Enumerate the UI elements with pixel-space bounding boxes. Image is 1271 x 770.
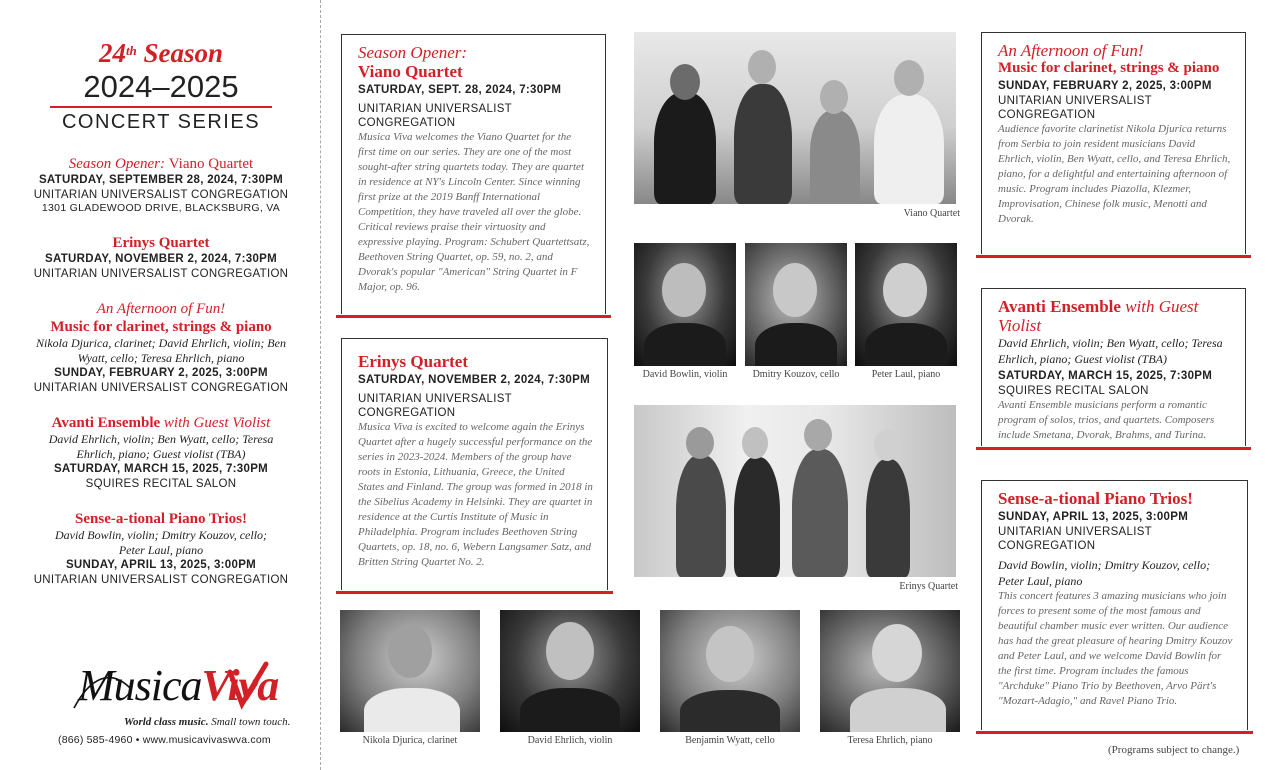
- event-box-viano: [341, 34, 606, 314]
- event-venue: UNITARIAN UNIVERSALIST CONGREGATION: [33, 382, 289, 394]
- event-venue: UNITARIAN UNIVERSALIST CONGREGATION: [33, 268, 289, 280]
- box-description: Avanti Ensemble musicians perform a romantic program of solos, trios, and quartets. Composers include Smetana, Dvorak, Brahms, and Turina.: [998, 399, 1215, 441]
- david-bowlin-photo: [634, 243, 736, 366]
- event-box-erinys: [341, 338, 608, 590]
- box-date: SATURDAY, NOVEMBER 2, 2024, 7:30PM: [358, 374, 590, 386]
- event-kicker: Season Opener:: [68, 156, 169, 172]
- summary-event-fun: [20, 300, 302, 395]
- caption-erinys: Erinys Quartet: [899, 581, 958, 592]
- season-word: Season: [143, 38, 224, 68]
- event-address: 1301 GLADEWOOD DRIVE, BLACKSBURG, VA: [41, 202, 281, 214]
- caption-viano: Viano Quartet: [903, 208, 960, 219]
- event-guest: with Guest Violist: [163, 415, 271, 431]
- benjamin-wyatt-photo: [660, 610, 800, 732]
- event-name: Viano Quartet: [168, 156, 254, 172]
- event-title: Sense-a-tional Piano Trios!: [75, 511, 247, 527]
- box-description: Audience favorite clarinetist Nikola Djurica returns from Serbia to join resident musicians David Ehrlich, violin, Ben Wyatt, cello, and Teresa Ehrlich, piano, for a delightful and entertaining afternoon of music. Program includes Piazolla, Klezmer, Improvisation, Chinese folk music, Menotti and Dvorak.: [998, 123, 1231, 225]
- box-performers: David Ehrlich, violin; Ben Wyatt, cello; Teresa Ehrlich, piano; Guest violist (TBA): [998, 336, 1223, 366]
- tagline-bold: World class music.: [124, 716, 209, 728]
- red-rule: [976, 731, 1253, 734]
- event-box-fun: [981, 32, 1246, 254]
- season-summary: [20, 38, 302, 587]
- caption-wyatt: Benjamin Wyatt, cello: [685, 735, 775, 746]
- caption-teresa-ehrlich: Teresa Ehrlich, piano: [847, 735, 933, 746]
- event-date: SATURDAY, MARCH 15, 2025, 7:30PM: [53, 463, 269, 475]
- summary-event-avanti: [20, 414, 302, 491]
- event-title: [20, 414, 302, 432]
- season-suffix: th: [125, 43, 137, 58]
- tagline-rest: Small town touch.: [208, 716, 291, 728]
- red-rule: [336, 315, 611, 318]
- event-title: [20, 155, 302, 173]
- red-rule: [976, 447, 1251, 450]
- event-performers: David Ehrlich, violin; Ben Wyatt, cello; Teresa Ehrlich, piano; Guest violist (TBA): [48, 432, 274, 461]
- season-years: 2024–2025: [83, 69, 239, 104]
- box-venue: SQUIRES RECITAL SALON: [998, 385, 1149, 397]
- box-title: Sense-a-tional Piano Trios!: [998, 489, 1193, 508]
- concert-series-label: CONCERT SERIES: [61, 111, 261, 133]
- contact-line: (866) 585-4960 • www.musicavivaswva.com: [58, 734, 271, 746]
- box-title: [998, 297, 1231, 335]
- dmitry-kouzov-photo: [745, 243, 847, 366]
- logo-wordmark: [78, 662, 278, 710]
- box-performers: David Bowlin, violin; Dmitry Kouzov, cello; Peter Laul, piano: [998, 558, 1211, 588]
- event-box-avanti: [981, 288, 1246, 446]
- event-title: Music for clarinet, strings & piano: [50, 319, 272, 335]
- event-venue: UNITARIAN UNIVERSALIST CONGREGATION: [33, 189, 289, 201]
- box-date: SUNDAY, FEBRUARY 2, 2025, 3:00PM: [998, 80, 1212, 92]
- programs-note: (Programs subject to change.): [1108, 744, 1240, 756]
- box-description: This concert features 3 amazing musicians who join forces to present some of the most famous and beautiful chamber music ever written. Our audience has had the great pleasure of hearing Dmitry Kouzov and Peter Laul, and we welcome David Bowlin for the first time. Program includes the famous "Archduke" Piano Trio by Beethoven, Arvo Pärt's "Mozart-Adagio," and Ravel Piano Trio.: [998, 590, 1233, 707]
- logo-viva: Viva: [201, 661, 279, 710]
- summary-event-trios: [20, 510, 302, 587]
- box-title: Music for clarinet, strings & piano: [998, 60, 1220, 76]
- summary-event-erinys: [20, 234, 302, 281]
- season-heading: [20, 38, 302, 68]
- box-title-name: Avanti Ensemble: [998, 297, 1126, 316]
- event-venue: UNITARIAN UNIVERSALIST CONGREGATION: [33, 574, 289, 586]
- box-date: SATURDAY, MARCH 15, 2025, 7:30PM: [998, 370, 1213, 382]
- event-name: Avanti Ensemble: [51, 415, 164, 431]
- summary-event-viano: [20, 155, 302, 215]
- event-venue: SQUIRES RECITAL SALON: [85, 478, 237, 490]
- column-divider: [320, 0, 321, 770]
- red-rule: [976, 255, 1251, 258]
- caption-djurica: Nikola Djurica, clarinet: [362, 735, 458, 746]
- peter-laul-photo: [855, 243, 957, 366]
- season-number: 24: [98, 38, 126, 68]
- caption-bowlin: David Bowlin, violin: [642, 369, 728, 380]
- event-date: SATURDAY, NOVEMBER 2, 2024, 7:30PM: [45, 253, 277, 265]
- box-description: Musica Viva is excited to welcome again the Erinys Quartet after a hugely successful performance on the series in 2023-2024. Members of the group have roots in Estonia, Lithuania, Greece, the United States and Finland. The group was formed in 2018 in the Sibelius Academy in Helsinki. They are quartet in residence at the Curtis Institute of Music in Philadelphia. Program includes Beethoven String Quartets, op. 18, no. 6, Webern Langsamer Satz, and Britten String Quartet No. 2.: [358, 421, 593, 568]
- caption-laul: Peter Laul, piano: [871, 369, 941, 380]
- box-title-guest: with Guest Violist: [998, 297, 1199, 335]
- box-title: Erinys Quartet: [358, 352, 469, 371]
- box-description: Musica Viva welcomes the Viano Quartet for the first time on our series. They are one of the most sought-after string quartets today. They are quartet in residence at NY's Lincoln Center. Since winning first prize at the 2019 Banff International Competition, they have traveled all over the globe. Critical reviews praise their virtuosity and expressive playing. Program: Schubert Quartettsatz, Beethoven String Quartet, op. 59, no. 2, and Dvorak's popular "American" String Quartet in F Major, op. 96.: [358, 131, 590, 293]
- red-rule: [336, 591, 613, 594]
- caption-david-ehrlich: David Ehrlich, violin: [527, 735, 613, 746]
- event-performers: Nikola Djurica, clarinet; David Ehrlich, violin; Ben Wyatt, cello; Teresa Ehrlich, piano: [36, 336, 286, 365]
- event-title: Erinys Quartet: [112, 235, 210, 251]
- box-venue: UNITARIAN UNIVERSALIST CONGREGATION: [358, 393, 512, 419]
- viano-quartet-photo: [634, 32, 956, 204]
- event-date: SUNDAY, FEBRUARY 2, 2025, 3:00PM: [54, 367, 268, 379]
- erinys-quartet-photo: [634, 405, 956, 577]
- box-venue: UNITARIAN UNIVERSALIST CONGREGATION: [998, 95, 1152, 121]
- box-kicker: Season Opener:: [358, 43, 468, 62]
- event-kicker: An Afternoon of Fun!: [96, 301, 226, 317]
- david-ehrlich-photo: [500, 610, 640, 732]
- box-kicker: An Afternoon of Fun!: [998, 41, 1144, 60]
- caption-kouzov: Dmitry Kouzov, cello: [752, 369, 840, 380]
- box-date: SATURDAY, SEPT. 28, 2024, 7:30PM: [358, 84, 562, 96]
- event-date: SUNDAY, APRIL 13, 2025, 3:00PM: [65, 559, 257, 571]
- box-title: Viano Quartet: [358, 62, 463, 81]
- event-date: SATURDAY, SEPTEMBER 28, 2024, 7:30PM: [38, 174, 284, 186]
- event-performers: David Bowlin, violin; Dmitry Kouzov, cello; Peter Laul, piano: [54, 528, 268, 557]
- nikola-djurica-photo: [340, 610, 480, 732]
- teresa-ehrlich-photo: [820, 610, 960, 732]
- logo-musica: Musica: [78, 661, 202, 710]
- box-venue: UNITARIAN UNIVERSALIST CONGREGATION: [358, 103, 512, 129]
- event-box-trios: [981, 480, 1248, 730]
- tagline: [124, 716, 290, 728]
- heading-rule: [50, 106, 272, 108]
- box-date: SUNDAY, APRIL 13, 2025, 3:00PM: [998, 511, 1189, 523]
- box-venue: UNITARIAN UNIVERSALIST CONGREGATION: [998, 526, 1152, 552]
